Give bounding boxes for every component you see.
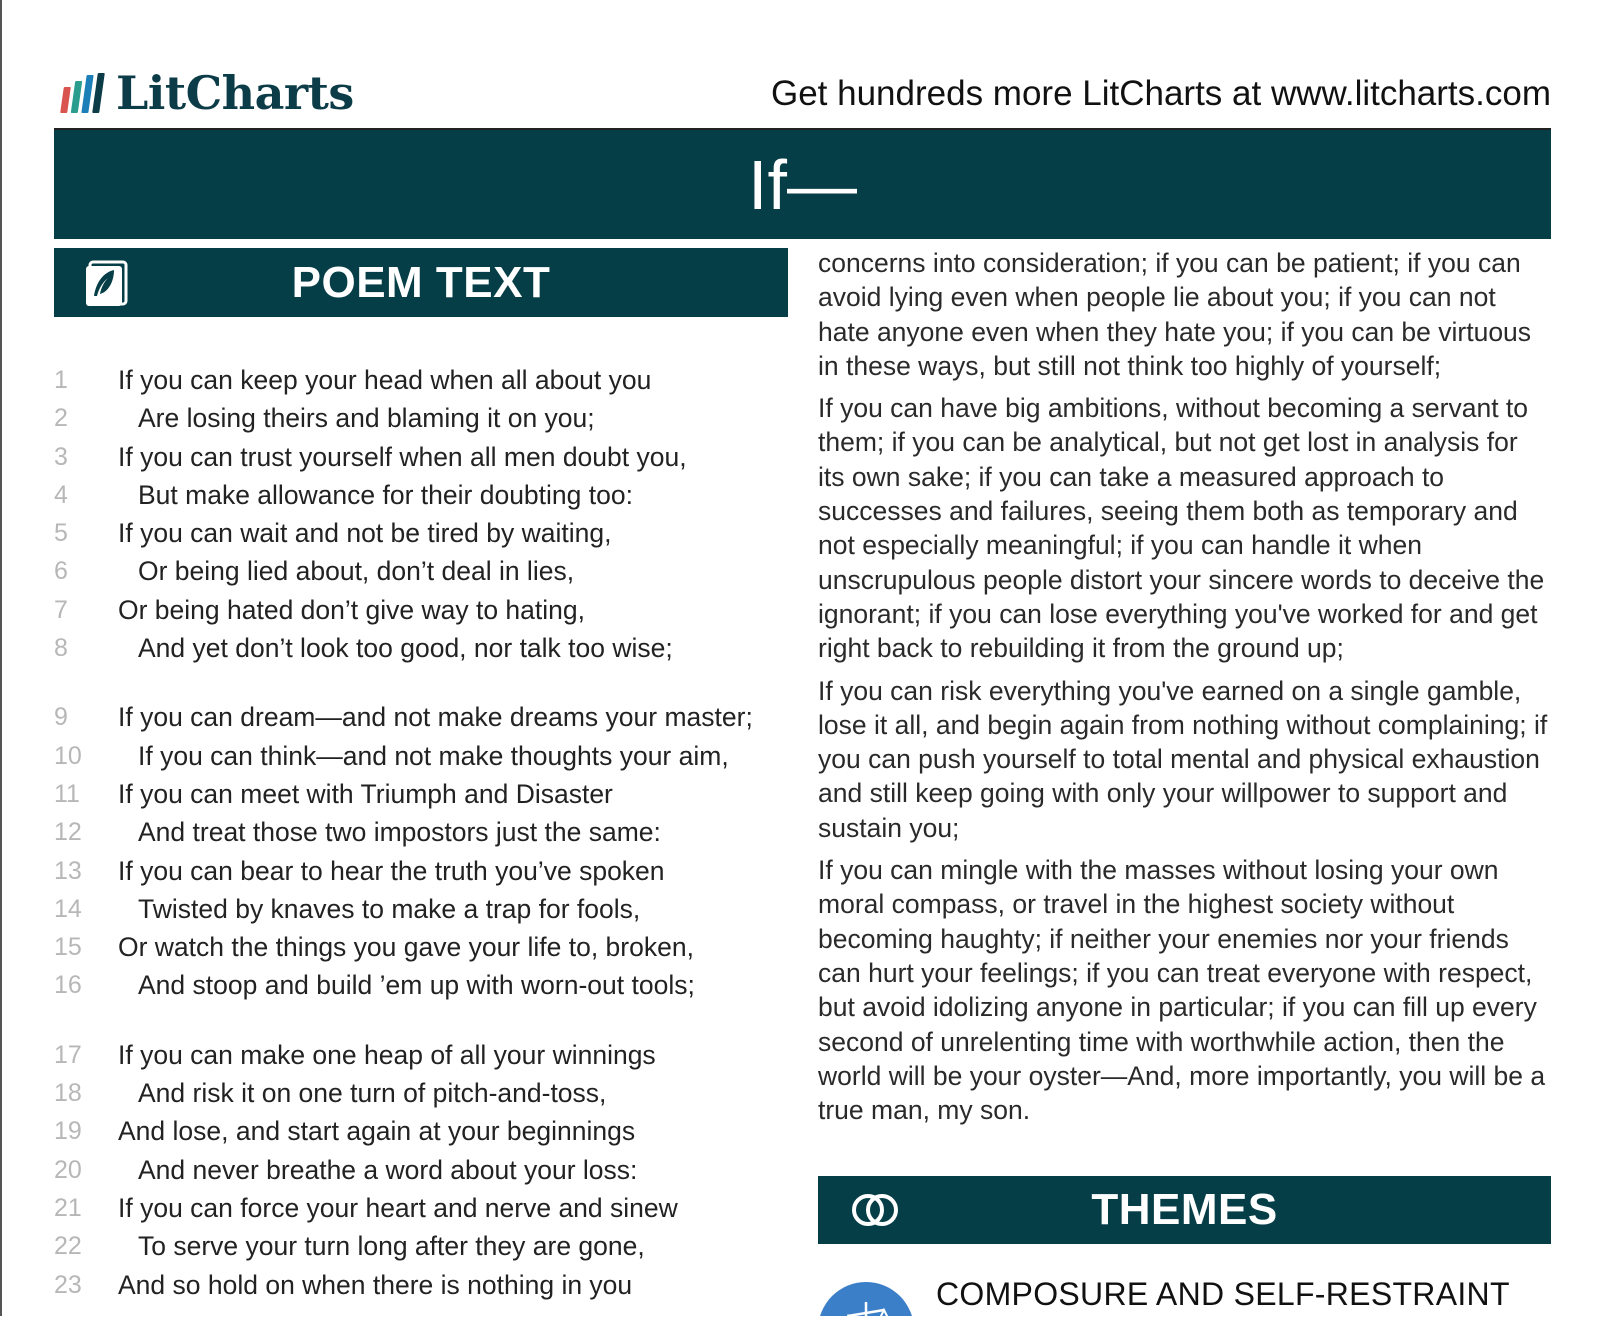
line-text: And stoop and build ’em up with worn-out tools; bbox=[138, 970, 695, 1001]
line-number: 20 bbox=[54, 1155, 82, 1184]
line-text: And lose, and start again at your beginnings bbox=[118, 1116, 636, 1147]
line-text: If you can meet with Triumph and Disaster bbox=[118, 778, 613, 809]
line-text: Or watch the things you gave your life to, broken, bbox=[118, 932, 694, 963]
line-text: To serve your turn long after they are gone, bbox=[138, 1231, 645, 1262]
line-number: 6 bbox=[54, 557, 68, 586]
poem-line bbox=[54, 361, 784, 399]
poem-text-title: POEM TEXT bbox=[291, 257, 551, 307]
poem-line bbox=[54, 476, 784, 514]
poem-line bbox=[54, 852, 784, 890]
page-edge bbox=[0, 0, 2, 1316]
poem-line bbox=[54, 813, 784, 851]
promo-text[interactable]: Get hundreds more LitCharts at www.litcharts.com bbox=[770, 74, 1551, 113]
line-text: If you can think—and not make thoughts your aim, bbox=[138, 740, 729, 771]
poem-line bbox=[54, 1227, 784, 1265]
line-number: 4 bbox=[54, 480, 68, 509]
logo-bar bbox=[71, 81, 82, 113]
summary-paragraph: If you can have big ambitions, without becoming a servant to them; if you can be analytical, but not get lost in analysis for its own sake; if you can take a measured approach to successes and failures, seeing them both as temporary and not especially meaningful; if you can handle it when unscrupulous people distort your sincere words to deceive the ignorant; if you can lose everything you've worked for and get right back to rebuilding it from the ground up; bbox=[818, 393, 1545, 664]
logo-bar bbox=[81, 75, 93, 113]
line-number: 7 bbox=[54, 595, 68, 624]
litcharts-logo[interactable] bbox=[62, 66, 354, 120]
poem-line bbox=[54, 928, 784, 966]
line-number: 11 bbox=[54, 779, 80, 808]
line-number: 12 bbox=[54, 818, 82, 847]
poem-line bbox=[54, 552, 784, 590]
line-number: 21 bbox=[54, 1193, 82, 1222]
line-number: 8 bbox=[54, 634, 68, 663]
poem-line bbox=[54, 399, 784, 437]
line-text: If you can wait and not be tired by waiting, bbox=[118, 518, 612, 549]
line-text: And so hold on when there is nothing in you bbox=[118, 1269, 633, 1300]
theme-item bbox=[818, 1280, 1551, 1316]
poem-line bbox=[54, 514, 784, 552]
line-text: Or being lied about, don’t deal in lies, bbox=[138, 556, 575, 587]
line-text: If you can force your heart and nerve and sinew bbox=[118, 1192, 678, 1223]
line-number: 22 bbox=[54, 1232, 82, 1261]
poem-line bbox=[54, 1036, 784, 1074]
quill-book-icon bbox=[84, 258, 132, 308]
poem-line bbox=[54, 438, 784, 476]
line-text: If you can make one heap of all your winnings bbox=[118, 1039, 656, 1070]
summary-paragraph: If you can risk everything you've earned on a single gamble, lose it all, and begin again from nothing without complaining; if you can push yourself to total mental and physical exhaustion and still keep going with only your willpower to support and sustain you; bbox=[818, 675, 1548, 843]
poem-line bbox=[54, 591, 784, 629]
themes-header bbox=[818, 1176, 1551, 1244]
poem-line bbox=[54, 737, 784, 775]
line-number: 2 bbox=[54, 404, 68, 433]
line-text: And yet don’t look too good, nor talk too wise; bbox=[138, 633, 673, 664]
theme-title: COMPOSURE AND SELF-RESTRAINT bbox=[936, 1280, 1510, 1312]
line-text: If you can trust yourself when all men doubt you, bbox=[118, 441, 687, 472]
line-text: Are losing theirs and blaming it on you; bbox=[138, 403, 595, 434]
line-text: Twisted by knaves to make a trap for fools, bbox=[138, 893, 641, 924]
poem-line bbox=[54, 1266, 784, 1304]
line-number: 15 bbox=[54, 933, 82, 962]
poem-body bbox=[54, 361, 784, 1335]
scales-icon bbox=[818, 1282, 914, 1316]
logo-text: LitCharts bbox=[116, 66, 354, 120]
line-number: 9 bbox=[54, 703, 68, 732]
line-number: 3 bbox=[54, 442, 68, 471]
line-number: 19 bbox=[54, 1117, 82, 1146]
themes-title: THEMES bbox=[1091, 1185, 1278, 1234]
logo-bar bbox=[92, 73, 105, 113]
poem-line bbox=[54, 629, 784, 667]
line-number: 1 bbox=[54, 366, 68, 394]
line-text: And risk it on one turn of pitch-and-toss, bbox=[138, 1078, 607, 1109]
line-number: 14 bbox=[54, 894, 82, 923]
line-text: If you can dream—and not make dreams your master; bbox=[118, 702, 753, 733]
poem-text-header bbox=[54, 248, 788, 317]
logo-bar bbox=[60, 87, 71, 113]
summary-body bbox=[818, 246, 1551, 1135]
poem-line bbox=[54, 966, 784, 1004]
line-number: 18 bbox=[54, 1079, 82, 1108]
line-text: But make allowance for their doubting too: bbox=[138, 479, 633, 510]
poem-line bbox=[54, 1151, 784, 1189]
line-text: And never breathe a word about your loss: bbox=[138, 1154, 638, 1185]
line-text: If you can keep your head when all about you bbox=[118, 365, 652, 395]
summary-paragraph: If you can mingle with the masses without losing your own moral compass, or travel in the highest society without becoming haughty; if neither your enemies nor your friends can hurt your feelings; if you can treat everyone with respect, but avoid idolizing anyone in particular; if you can fill up every second of unrelenting time with worthwhile action, then the world will be your oyster—And, more importantly, you will be a true man, my son. bbox=[818, 855, 1546, 1126]
top-bar bbox=[54, 60, 1551, 128]
line-number: 13 bbox=[54, 856, 82, 885]
logo-bars-icon bbox=[62, 73, 106, 113]
poem-line bbox=[54, 890, 784, 928]
line-number: 23 bbox=[54, 1270, 82, 1299]
poem-line bbox=[54, 1074, 784, 1112]
line-text: If you can bear to hear the truth you’ve spoken bbox=[118, 855, 665, 886]
interlocking-rings-icon bbox=[852, 1188, 900, 1238]
title-band bbox=[54, 128, 1551, 239]
poem-line bbox=[54, 775, 784, 813]
poem-line bbox=[54, 698, 784, 736]
line-text: Or being hated don’t give way to hating, bbox=[118, 594, 585, 625]
poem-stanza bbox=[54, 361, 784, 667]
line-text: And treat those two impostors just the same: bbox=[138, 817, 661, 848]
summary-paragraph: concerns into consideration; if you can be patient; if you can avoid lying even when people lie about you; if you can not hate anyone even when they hate you; if you can be virtuous in these ways, but still not think too highly of yourself; bbox=[818, 248, 1532, 381]
poem-stanza bbox=[54, 1036, 784, 1304]
line-number: 5 bbox=[54, 519, 68, 548]
poem-line bbox=[54, 1112, 784, 1150]
line-number: 16 bbox=[54, 971, 82, 1000]
poem-stanza bbox=[54, 698, 784, 1004]
line-number: 17 bbox=[54, 1040, 82, 1069]
line-number: 10 bbox=[54, 741, 82, 770]
poem-line bbox=[54, 1189, 784, 1227]
page-title: If— bbox=[748, 145, 857, 224]
